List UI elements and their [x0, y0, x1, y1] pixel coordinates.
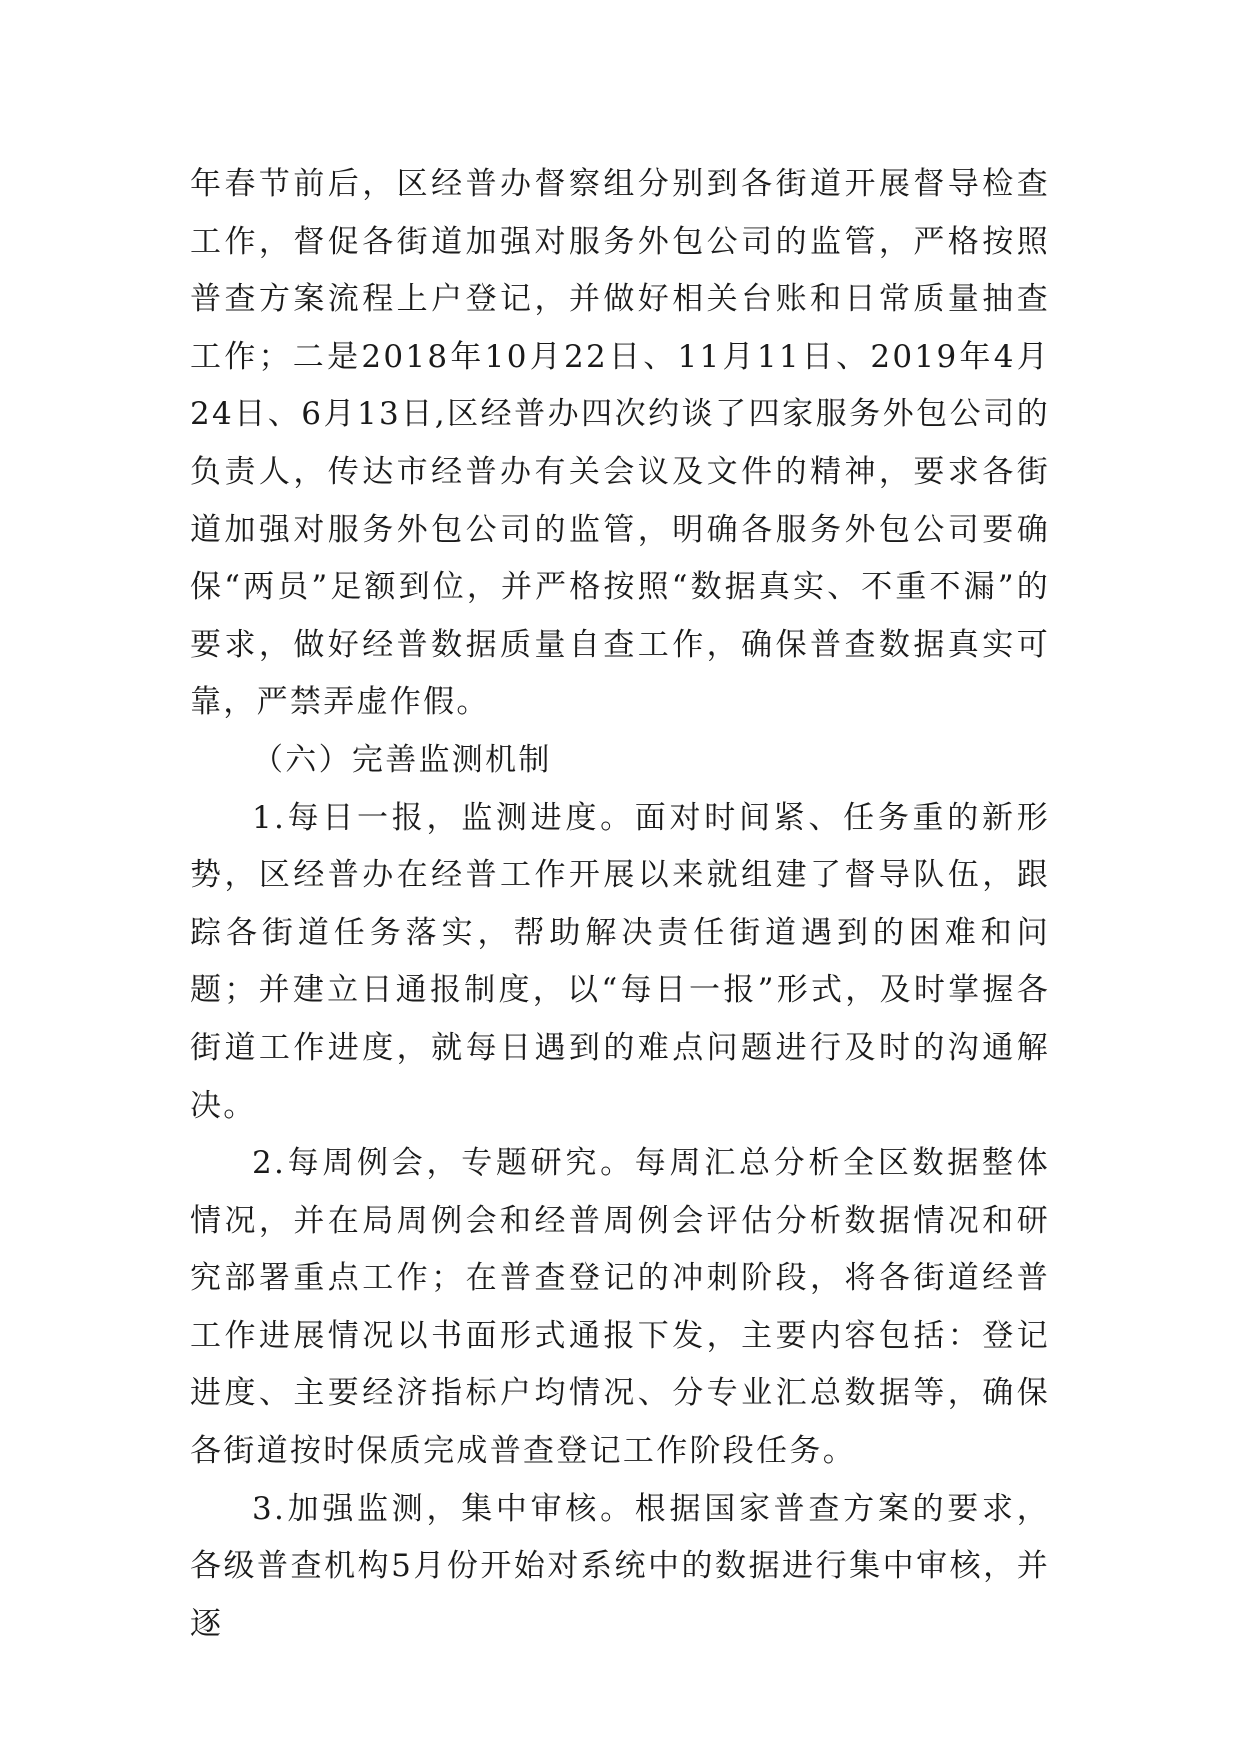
document-body: [190, 156, 1050, 1653]
paragraph-daily-report: 1.每日一报，监测进度。面对时间紧、任务重的新形势，区经普办在经普工作开展以来就组建了督导队伍，跟踪各街道任务落实，帮助解决责任街道遇到的困难和问题；并建立日通报制度，以“每日一报”形式，及时掌握各街道工作进度，就每日遇到的难点问题进行及时的沟通解决。: [190, 799, 1050, 1124]
section-heading: （六）完善监测机制: [252, 741, 552, 778]
paragraph-monitoring-review: 3.加强监测，集中审核。根据国家普查方案的要求，各级普查机构5月份开始对系统中的数据进行集中审核，并逐: [190, 1490, 1050, 1642]
paragraph-continuation: 年春节前后，区经普办督察组分别到各街道开展督导检查工作，督促各街道加强对服务外包公司的监管，严格按照普查方案流程上户登记，并做好相关台账和日常质量抽查工作；二是2018年10月22日、11月11日、2019年4月24日、6月13日,区经普办四次约谈了四家服务外包公司的负责人，传达市经普办有关会议及文件的精神，要求各街道加强对服务外包公司的监管，明确各服务外包公司要确保“两员”足额到位，并严格按照“数据真实、不重不漏”的要求，做好经普数据质量自查工作，确保普查数据真实可靠，严禁弄虚作假。: [190, 166, 1050, 721]
paragraph-weekly-meeting: 2.每周例会，专题研究。每周汇总分析全区数据整体情况，并在局周例会和经普周例会评估分析数据情况和研究部署重点工作；在普查登记的冲刺阶段，将各街道经普工作进展情况以书面形式通报下发，主要内容包括：登记进度、主要经济指标户均情况、分专业汇总数据等，确保各街道按时保质完成普查登记工作阶段任务。: [190, 1145, 1050, 1470]
